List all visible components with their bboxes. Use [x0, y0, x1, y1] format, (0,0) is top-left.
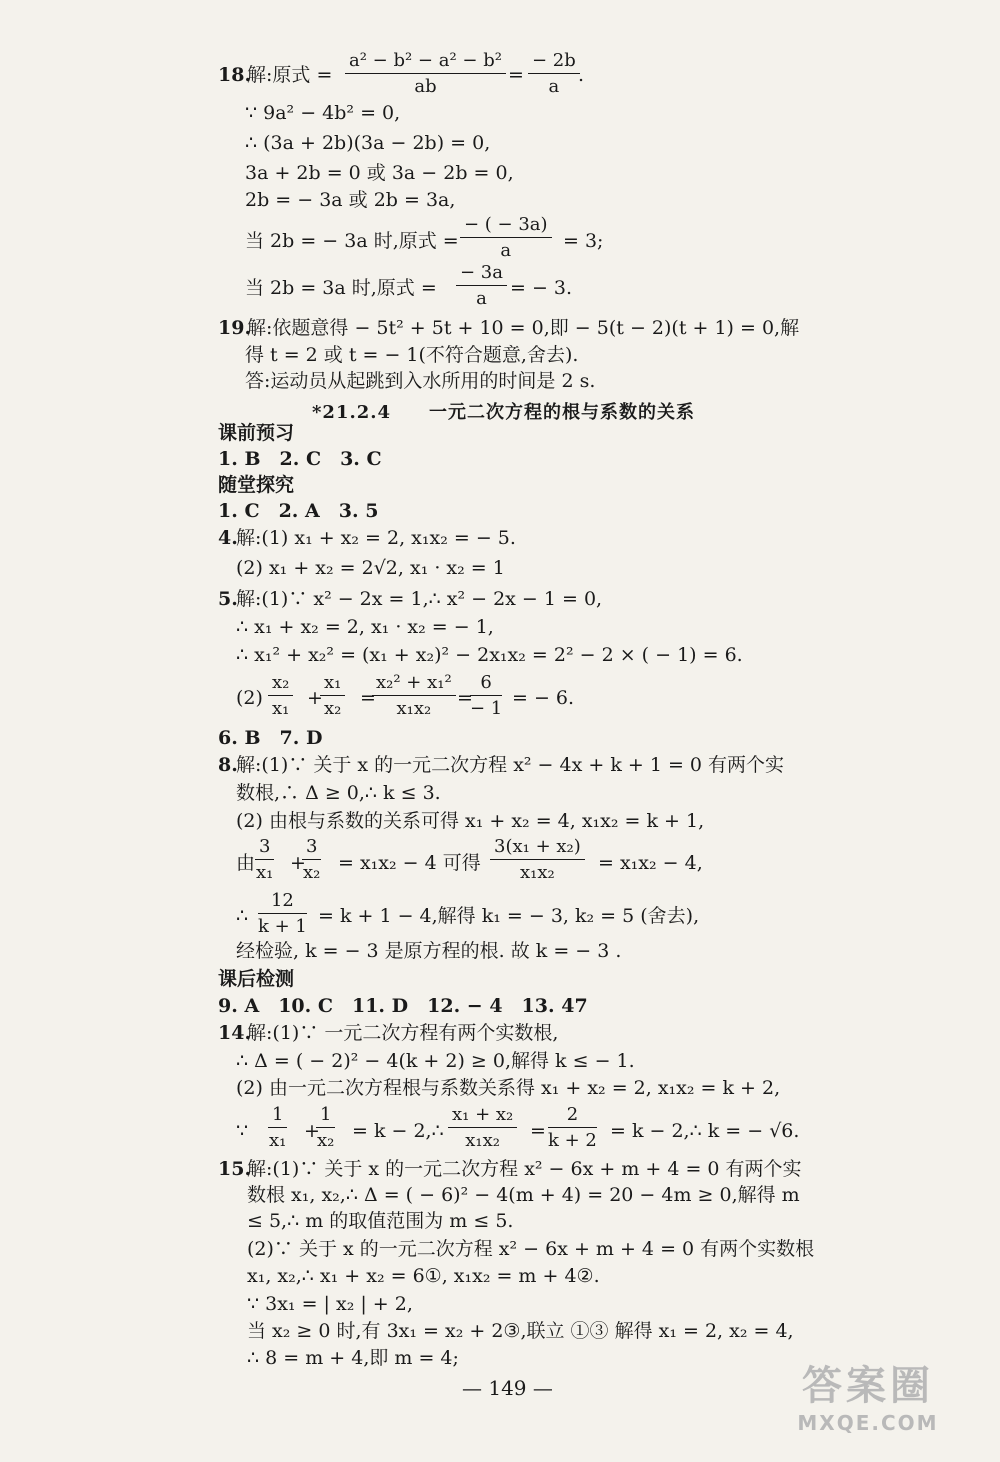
q18-fraction-3: $\frac{- ( - 3a)}{a}$ — [460, 214, 552, 261]
q14-fraction-c: $\frac{\text{x₁ + x₂}}{\text{x₁x₂}}$ — [448, 1104, 517, 1151]
heading-preview: 课前预习 — [218, 422, 295, 444]
q8-label: 8. — [218, 754, 238, 776]
q8-line6: 经检验, k = − 3 是原方程的根. 故 k = − 3 . — [236, 940, 622, 962]
q4-line2: (2) x₁ + x₂ = 2√2, x₁ · x₂ = 1 — [236, 557, 505, 579]
class-answers: 1. C 2. A 3. 5 — [218, 500, 379, 522]
q14-label: 14. — [218, 1022, 252, 1044]
q18-period: . — [578, 64, 585, 86]
q8-line5-suffix: = k + 1 − 4,解得 k₁ = − 3, k₂ = 5 (舍去), — [318, 905, 700, 927]
q5-line4-suffix: = − 6. — [512, 687, 575, 709]
q8-fraction-c: $\frac{\text{3(x₁ + x₂)}}{\text{x₁x₂}}$ — [490, 836, 585, 883]
q5-line1: 解:(1)∵ x² − 2x = 1,∴ x² − 2x − 1 = 0, — [236, 588, 603, 610]
q15-line5: x₁, x₂,∴ x₁ + x₂ = 6①, x₁x₂ = m + 4②. — [247, 1265, 600, 1287]
q5-fraction-c: $\frac{\text{x₂² + x₁²}}{\text{x₁x₂}}$ — [372, 672, 456, 719]
q18-line7-suffix: = − 3. — [510, 277, 573, 299]
q5-equals-2: = — [457, 687, 473, 709]
q8-line5-prefix: ∴ — [236, 905, 249, 927]
q19-line2: 得 t = 2 或 t = − 1(不符合题意,舍去). — [245, 344, 579, 366]
q18-equals: = — [508, 64, 524, 86]
q15-line4: (2)∵ 关于 x 的一元二次方程 x² − 6x + m + 4 = 0 有两个实数根 — [247, 1238, 815, 1260]
q5-equals-1: = — [360, 687, 376, 709]
q5-line2: ∴ x₁ + x₂ = 2, x₁ · x₂ = − 1, — [236, 616, 494, 638]
preview-answers: 1. B 2. C 3. C — [218, 448, 382, 470]
q14-fraction-b: $\frac{1}{\text{x₂}}$ — [317, 1104, 335, 1151]
q18-line7-prefix: 当 2b = 3a 时,原式 = — [245, 277, 437, 299]
watermark-main-text: 答案圈 — [802, 1363, 934, 1409]
q15-line1: 解:(1)∵ 关于 x 的一元二次方程 x² − 6x + m + 4 = 0 有两个实 — [247, 1158, 802, 1180]
heading-class-explore: 随堂探究 — [218, 474, 295, 496]
q5-fraction-d: $\frac{6}{- 1}$ — [470, 672, 503, 719]
q5-fraction-a: $\frac{\text{x₂}}{\text{x₁}}$ — [268, 672, 293, 719]
q18-fraction-2: $\frac{- 2b}{a}$ — [528, 50, 580, 97]
page-number: — 149 — — [462, 1376, 553, 1400]
q14-fraction-d: $\frac{2}{k + 2}$ — [548, 1104, 597, 1151]
q8-fraction-a: $\frac{3}{\text{x₁}}$ — [256, 836, 274, 883]
q18-line3: ∴ (3a + 2b)(3a − 2b) = 0, — [245, 132, 491, 154]
q18-fraction-1: $\frac{\text{a² − b² − a² − b²}}{ab}$ — [345, 50, 506, 97]
watermark-logo — [758, 1354, 978, 1444]
q14-line2: ∴ Δ = ( − 2)² − 4(k + 2) ≥ 0,解得 k ≤ − 1. — [236, 1050, 635, 1072]
q19-label: 19. — [218, 317, 252, 339]
q18-label: 18. — [218, 64, 252, 86]
q8-line4-prefix: 由 — [236, 852, 256, 874]
q18-line1-prefix: 解:原式 = — [247, 64, 333, 86]
q5-fraction-b: $\frac{\text{x₁}}{\text{x₂}}$ — [320, 672, 345, 719]
q15-line8: ∴ 8 = m + 4,即 m = 4; — [247, 1347, 459, 1369]
q14-equals: = — [530, 1120, 546, 1142]
q8-line4-suffix: = x₁x₂ − 4, — [598, 852, 703, 874]
q4-label: 4. — [218, 527, 238, 549]
q18-line4: 3a + 2b = 0 或 3a − 2b = 0, — [245, 162, 514, 184]
q8-line1: 解:(1)∵ 关于 x 的一元二次方程 x² − 4x + k + 1 = 0 有两个实 — [236, 754, 785, 776]
q14-line3: (2) 由一元二次方程根与系数关系得 x₁ + x₂ = 2, x₁x₂ = k + 2, — [236, 1077, 781, 1099]
q5-line3: ∴ x₁² + x₂² = (x₁ + x₂)² − 2x₁x₂ = 2² − 2 × ( − 1) = 6. — [236, 644, 743, 666]
heading-after-class: 课后检测 — [218, 968, 295, 990]
q19-line1: 解:依题意得 − 5t² + 5t + 10 = 0,即 − 5(t − 2)(t + 1) = 0,解 — [247, 317, 800, 339]
q15-line6: ∵ 3x₁ = | x₂ | + 2, — [247, 1293, 413, 1315]
q5-line4-prefix: (2) — [236, 687, 263, 709]
q14-line4-middle: = k − 2,∴ — [352, 1120, 444, 1142]
q19-line3: 答:运动员从起跳到入水所用的时间是 2 s. — [245, 370, 596, 392]
q5-plus: + — [307, 687, 323, 709]
q14-line4-prefix: ∵ — [236, 1120, 249, 1142]
q18-line2: ∵ 9a² − 4b² = 0, — [245, 102, 401, 124]
q8-line4-middle: = x₁x₂ − 4 可得 — [338, 852, 481, 874]
q5-label: 5. — [218, 588, 238, 610]
q4-line1: 解:(1) x₁ + x₂ = 2, x₁x₂ = − 5. — [236, 527, 516, 549]
section-title: *21.2.4 一元二次方程的根与系数的关系 — [312, 402, 696, 423]
watermark-site-text: MXQE.COM — [797, 1411, 939, 1435]
q8-plus: + — [290, 852, 306, 874]
answers-6-7: 6. B 7. D — [218, 727, 323, 749]
q15-line3: ≤ 5,∴ m 的取值范围为 m ≤ 5. — [247, 1210, 514, 1232]
after-answers: 9. A 10. C 11. D 12. − 4 13. 47 — [218, 995, 588, 1017]
q18-line6-suffix: = 3; — [563, 230, 604, 252]
q14-plus: + — [304, 1120, 320, 1142]
q15-label: 15. — [218, 1158, 252, 1180]
q8-line3: (2) 由根与系数的关系可得 x₁ + x₂ = 4, x₁x₂ = k + 1, — [236, 810, 705, 832]
q18-line5: 2b = − 3a 或 2b = 3a, — [245, 189, 456, 211]
q15-line2: 数根 x₁, x₂,∴ Δ = ( − 6)² − 4(m + 4) = 20 − 4m ≥ 0,解得 m — [247, 1184, 800, 1206]
q15-line7: 当 x₂ ≥ 0 时,有 3x₁ = x₂ + 2③,联立 ①③ 解得 x₁ = 2, x₂ = 4, — [247, 1320, 794, 1342]
q14-line4-suffix: = k − 2,∴ k = − √6. — [610, 1120, 800, 1142]
q8-fraction-b: $\frac{3}{\text{x₂}}$ — [303, 836, 321, 883]
q14-fraction-a: $\frac{1}{\text{x₁}}$ — [269, 1104, 287, 1151]
q14-line1: 解:(1)∵ 一元二次方程有两个实数根, — [247, 1022, 559, 1044]
q8-line2: 数根,∴ Δ ≥ 0,∴ k ≤ 3. — [236, 782, 441, 804]
q18-line6-prefix: 当 2b = − 3a 时,原式 = — [245, 230, 459, 252]
q18-fraction-4: $\frac{- 3a}{a}$ — [456, 262, 507, 309]
q8-fraction-d: $\frac{12}{k + 1}$ — [258, 890, 307, 937]
